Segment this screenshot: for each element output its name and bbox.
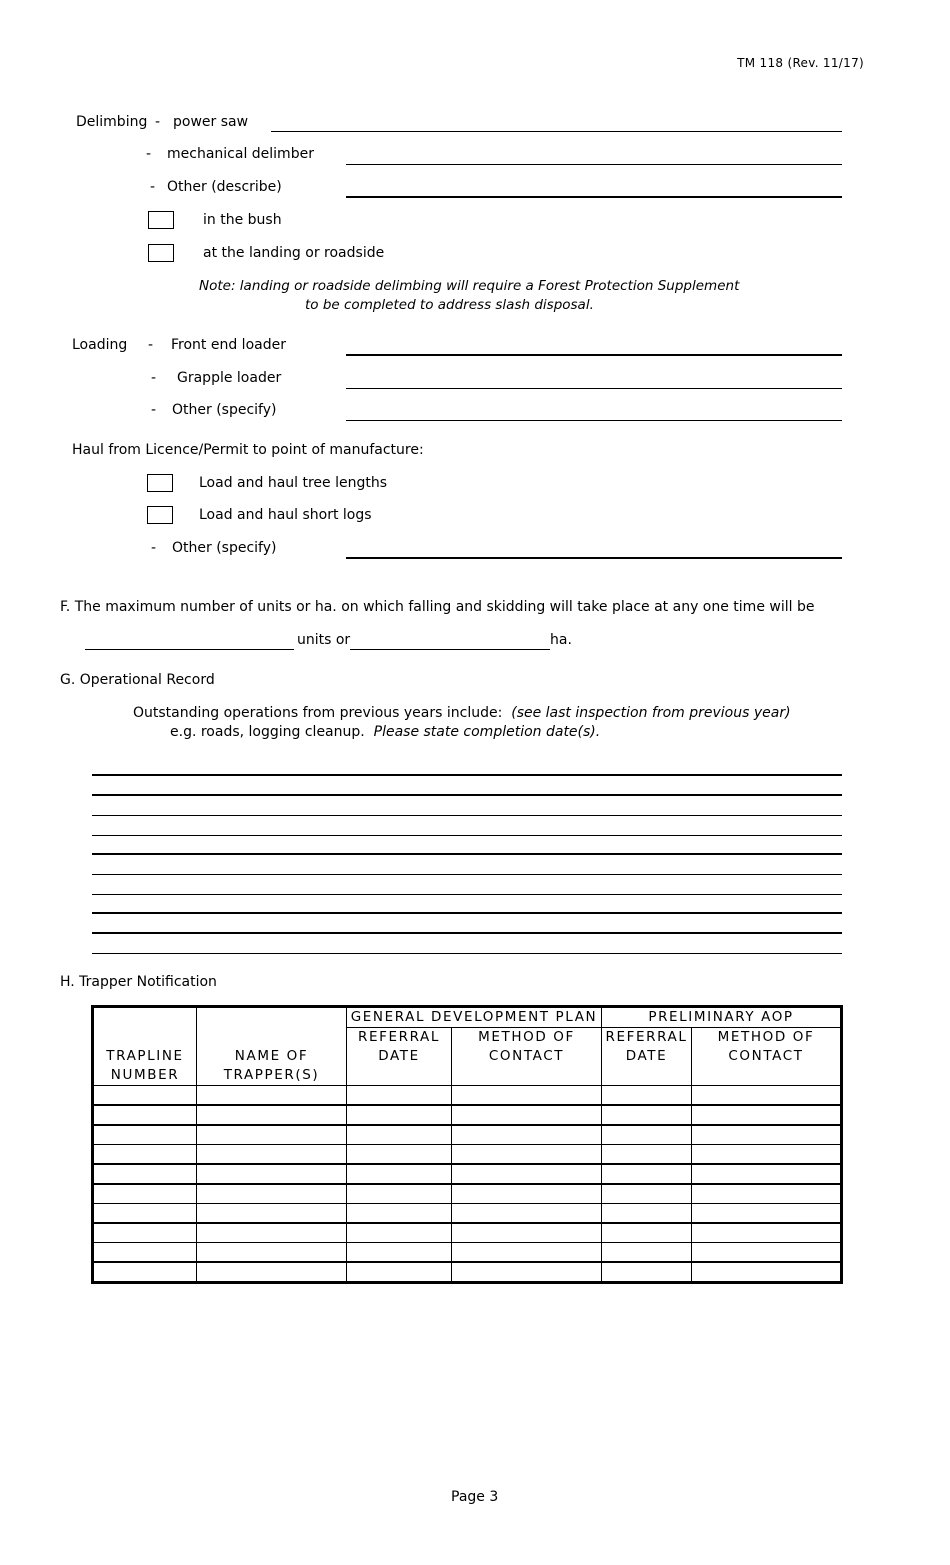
front-end-dash: - xyxy=(148,337,154,353)
operational-record-line[interactable] xyxy=(92,835,842,836)
trapline-number-header-text: TRAPLINE NUMBER xyxy=(106,1048,184,1083)
operational-record-line2-text: e.g. roads, logging cleanup. xyxy=(170,724,365,740)
other-describe-field[interactable] xyxy=(346,196,842,198)
table-row xyxy=(93,1145,842,1165)
operational-record-line[interactable] xyxy=(92,932,842,934)
operational-record-line[interactable] xyxy=(92,912,842,914)
tree-lengths-checkbox[interactable] xyxy=(147,474,173,492)
table-cell[interactable] xyxy=(602,1262,692,1283)
table-cell[interactable] xyxy=(602,1184,692,1204)
table-cell[interactable] xyxy=(347,1243,452,1263)
table-cell[interactable] xyxy=(347,1223,452,1243)
table-cell[interactable] xyxy=(452,1204,602,1224)
table-cell[interactable] xyxy=(197,1243,347,1263)
table-cell[interactable] xyxy=(347,1204,452,1224)
delimbing-label: Delimbing xyxy=(76,114,148,130)
haul-other-label: Other (specify) xyxy=(172,540,277,556)
operational-record-line[interactable] xyxy=(92,815,842,816)
trapper-name-header xyxy=(197,1048,347,1086)
table-cell[interactable] xyxy=(452,1243,602,1263)
table-cell[interactable] xyxy=(602,1105,692,1125)
gdp-referral-date-header: REFERRAL DATE xyxy=(347,1028,452,1067)
mechanical-delimber-field[interactable] xyxy=(346,164,842,165)
table-cell[interactable] xyxy=(692,1125,842,1145)
table-cell[interactable] xyxy=(602,1204,692,1224)
table-cell[interactable] xyxy=(93,1105,197,1125)
section-f-text: F. The maximum number of units or ha. on which falling and skidding will take place at any one time will be xyxy=(60,599,815,615)
table-cell[interactable] xyxy=(197,1262,347,1283)
table-cell[interactable] xyxy=(452,1086,602,1106)
table-cell[interactable] xyxy=(692,1243,842,1263)
table-cell[interactable] xyxy=(452,1164,602,1184)
other-describe-dash: - xyxy=(150,179,156,195)
table-row xyxy=(93,1243,842,1263)
section-g-title: G. Operational Record xyxy=(60,672,215,688)
table-cell[interactable] xyxy=(692,1105,842,1125)
loading-label: Loading xyxy=(72,337,128,353)
table-cell[interactable] xyxy=(602,1243,692,1263)
trapline-number-header xyxy=(93,1048,197,1086)
loading-other-field[interactable] xyxy=(346,420,842,421)
aop-referral-date-header: REFERRAL DATE xyxy=(602,1028,692,1067)
table-cell[interactable] xyxy=(347,1145,452,1165)
form-id: TM 118 (Rev. 11/17) xyxy=(737,56,864,70)
operational-record-line[interactable] xyxy=(92,874,842,875)
in-bush-checkbox[interactable] xyxy=(148,211,174,229)
table-cell[interactable] xyxy=(347,1184,452,1204)
haul-title: Haul from Licence/Permit to point of manufacture: xyxy=(72,442,424,458)
trapper-name-header-text: NAME OF TRAPPER(S) xyxy=(223,1048,320,1083)
operational-record-line[interactable] xyxy=(92,853,842,855)
grapple-dash: - xyxy=(151,370,157,386)
mechanical-delimber-label: mechanical delimber xyxy=(167,146,314,162)
table-cell[interactable] xyxy=(452,1105,602,1125)
table-row xyxy=(93,1086,842,1106)
table-cell[interactable] xyxy=(692,1223,842,1243)
table-cell[interactable] xyxy=(197,1105,347,1125)
table-cell[interactable] xyxy=(347,1105,452,1125)
table-cell[interactable] xyxy=(93,1262,197,1283)
power-saw-field[interactable] xyxy=(271,131,842,132)
table-row xyxy=(93,1223,842,1243)
table-cell[interactable] xyxy=(692,1164,842,1184)
operational-record-line2-italic: Please state completion date(s). xyxy=(373,724,601,740)
landing-roadside-label: at the landing or roadside xyxy=(203,245,385,261)
short-logs-checkbox[interactable] xyxy=(147,506,173,524)
trapper-notification-table xyxy=(91,1005,843,1284)
operational-record-line[interactable] xyxy=(92,774,842,776)
aop-group-header: PRELIMINARY AOP xyxy=(602,1007,842,1028)
header-spacer xyxy=(692,1066,842,1086)
table-cell[interactable] xyxy=(347,1125,452,1145)
hectares-label: ha. xyxy=(550,632,572,648)
units-field[interactable] xyxy=(85,649,294,650)
haul-other-dash: - xyxy=(151,540,157,556)
table-cell[interactable] xyxy=(452,1184,602,1204)
operational-record-line[interactable] xyxy=(92,894,842,895)
table-row xyxy=(93,1262,842,1283)
table-cell[interactable] xyxy=(93,1145,197,1165)
hectares-field[interactable] xyxy=(350,649,550,650)
front-end-loader-field[interactable] xyxy=(346,354,842,356)
table-cell[interactable] xyxy=(602,1145,692,1165)
aop-method-header: METHOD OF CONTACT xyxy=(692,1028,842,1067)
table-row xyxy=(93,1204,842,1224)
operational-record-line1 xyxy=(133,705,791,721)
delimbing-note-line2: to be completed to address slash disposal. xyxy=(305,297,594,313)
table-cell[interactable] xyxy=(197,1204,347,1224)
units-or-label: units or xyxy=(297,632,351,648)
operational-record-line[interactable] xyxy=(92,953,842,954)
table-cell[interactable] xyxy=(93,1164,197,1184)
table-cell[interactable] xyxy=(452,1145,602,1165)
table-cell[interactable] xyxy=(93,1243,197,1263)
table-cell[interactable] xyxy=(452,1262,602,1283)
loading-other-label: Other (specify) xyxy=(172,402,277,418)
table-cell[interactable] xyxy=(602,1086,692,1106)
table-row xyxy=(93,1184,842,1204)
delimbing-dash: - xyxy=(155,114,161,130)
table-row xyxy=(93,1125,842,1145)
table-cell[interactable] xyxy=(197,1145,347,1165)
delimbing-note-line1: Note: landing or roadside delimbing will require a Forest Protection Supplement xyxy=(199,278,740,294)
table-cell[interactable] xyxy=(197,1164,347,1184)
operational-record-line[interactable] xyxy=(92,794,842,796)
section-h-title: H. Trapper Notification xyxy=(60,974,217,990)
table-cell[interactable] xyxy=(197,1086,347,1106)
table-cell[interactable] xyxy=(93,1204,197,1224)
table-cell[interactable] xyxy=(347,1262,452,1283)
table-cell[interactable] xyxy=(692,1184,842,1204)
table-row xyxy=(93,1105,842,1125)
table-cell[interactable] xyxy=(692,1262,842,1283)
table-cell[interactable] xyxy=(93,1223,197,1243)
gdp-group-header: GENERAL DEVELOPMENT PLAN xyxy=(347,1007,602,1028)
table-cell[interactable] xyxy=(197,1223,347,1243)
table-cell[interactable] xyxy=(452,1125,602,1145)
page-number: Page 3 xyxy=(451,1489,499,1505)
table-cell[interactable] xyxy=(602,1223,692,1243)
gdp-method-header: METHOD OF CONTACT xyxy=(452,1028,602,1067)
operational-record-line1-italic: (see last inspection from previous year) xyxy=(511,705,791,721)
operational-record-line1-text: Outstanding operations from previous years include: xyxy=(133,705,503,721)
table-cell[interactable] xyxy=(197,1184,347,1204)
front-end-loader-label: Front end loader xyxy=(171,337,286,353)
landing-roadside-checkbox[interactable] xyxy=(148,244,174,262)
table-cell[interactable] xyxy=(602,1164,692,1184)
in-bush-label: in the bush xyxy=(203,212,282,228)
short-logs-label: Load and haul short logs xyxy=(199,507,372,523)
other-describe-label: Other (describe) xyxy=(167,179,282,195)
table-cell[interactable] xyxy=(692,1204,842,1224)
grapple-loader-field[interactable] xyxy=(346,388,842,389)
loading-other-dash: - xyxy=(151,402,157,418)
table-cell[interactable] xyxy=(93,1184,197,1204)
header-spacer xyxy=(347,1066,452,1086)
table-row xyxy=(93,1164,842,1184)
table-cell[interactable] xyxy=(93,1086,197,1106)
tree-lengths-label: Load and haul tree lengths xyxy=(199,475,388,491)
grapple-loader-label: Grapple loader xyxy=(177,370,282,386)
table-cell[interactable] xyxy=(347,1086,452,1106)
operational-record-line2 xyxy=(170,724,600,740)
power-saw-label: power saw xyxy=(173,114,249,130)
table-cell[interactable] xyxy=(692,1145,842,1165)
header-spacer xyxy=(602,1066,692,1086)
table-cell[interactable] xyxy=(197,1125,347,1145)
table-cell[interactable] xyxy=(93,1125,197,1145)
header-spacer xyxy=(452,1066,602,1086)
mechanical-dash: - xyxy=(146,146,152,162)
table-cell[interactable] xyxy=(347,1164,452,1184)
table-cell[interactable] xyxy=(452,1223,602,1243)
table-cell[interactable] xyxy=(692,1086,842,1106)
table-cell[interactable] xyxy=(602,1125,692,1145)
haul-other-field[interactable] xyxy=(346,557,842,559)
